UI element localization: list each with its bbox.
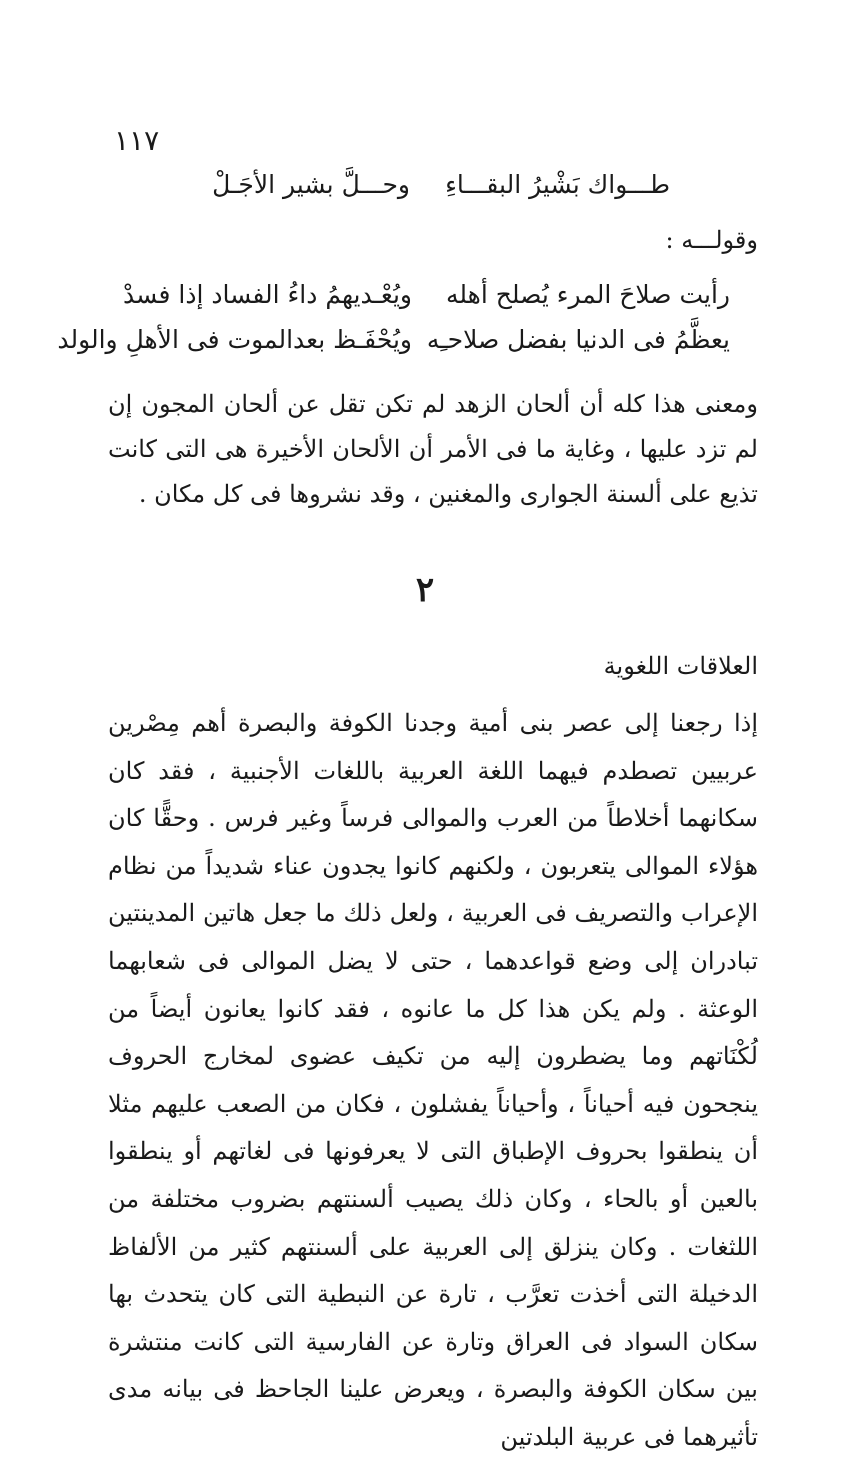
verse-line [57, 325, 730, 365]
verse-intro-text: وقولـــه : [665, 226, 758, 254]
verse-hemistich-second: ويُحْفَـظ بعدالموت فى الأهلِ والولد [57, 325, 412, 354]
verse-hemistich-second: ويُعْـديهمُ داءُ الفساد إذا فسدْ [123, 280, 412, 309]
verse-line [123, 280, 730, 320]
body-paragraph: إذا رجعنا إلى عصر بنى أمية وجدنا الكوفة والبصرة أهم مِصْرين عربيين تصطدم فيهما اللغة العربية باللغات الأجنبية ، فقد كان سكانهما أخلاطاً من العرب والموالى فرساً وغير فرس . وحقًّا كان هؤلاء الموالى يتعربون ، ولكنهم كانوا يجدون عناء شديداً من نظام الإعراب والتصريف فى العربية ، ولعل ذلك ما جعل هاتين المدينتين تبادران إلى وضع قواعدهما ، حتى لا يضل الموالى فى شعابهما الوعثة . ولم يكن هذا كل ما عانوه ، فقد كانوا يعانون أيضاً من لُكْنَاتهم وما يضطرون إليه من تكيف عضوى لمخارج الحروف ينجحون فيه أحياناً ، وأحياناً يفشلون ، فكان من الصعب عليهم مثلا أن ينطقوا بحروف الإطباق التى لا يعرفونها فى لغاتهم أو ينطقوا بالعين أو بالحاء ، وكان ذلك يصيب ألسنتهم بضروب مختلفة من اللثغات . وكان ينزلق إلى العربية على ألسنتهم كثير من الألفاظ الدخيلة التى أخذت تعرَّب ، تارة عن النبطية التى كان يتحدث بها سكان السواد فى العراق وتارة عن الفارسية التى كانت منتشرة بين سكان الكوفة والبصرة ، ويعرض علينا الجاحظ فى بيانه مدى تأثيرهما فى عربية البلدتين [108, 709, 759, 1451]
body-paragraph: ومعنى هذا كله أن ألحان الزهد لم تكن تقل عن ألحان المجون إن لم تزد عليها ، وغاية ما فى الأمر أن الألحان الأخيرة هى التى كانت تذيع على ألسنة الجوارى والمغنين ، وقد نشروها فى كل مكان . [108, 390, 758, 508]
section-number: ٢ [415, 570, 435, 610]
page-number: ١١٧ [114, 124, 160, 157]
verse-hemistich-first: رأيت صلاحَ المرء يُصلح أهله [445, 280, 730, 309]
verse-hemistich-first: طـــواك بَشْيرُ البقـــاءِ [445, 170, 670, 199]
verse-line-top [190, 170, 670, 210]
verse-hemistich-second: وحـــلَّ بشير الأجَـلْ [212, 170, 410, 199]
verse-hemistich-first: يعظَّمُ فى الدنيا بفضل صلاحـِه [426, 325, 730, 354]
section-heading: العلاقات اللغوية [603, 652, 758, 680]
